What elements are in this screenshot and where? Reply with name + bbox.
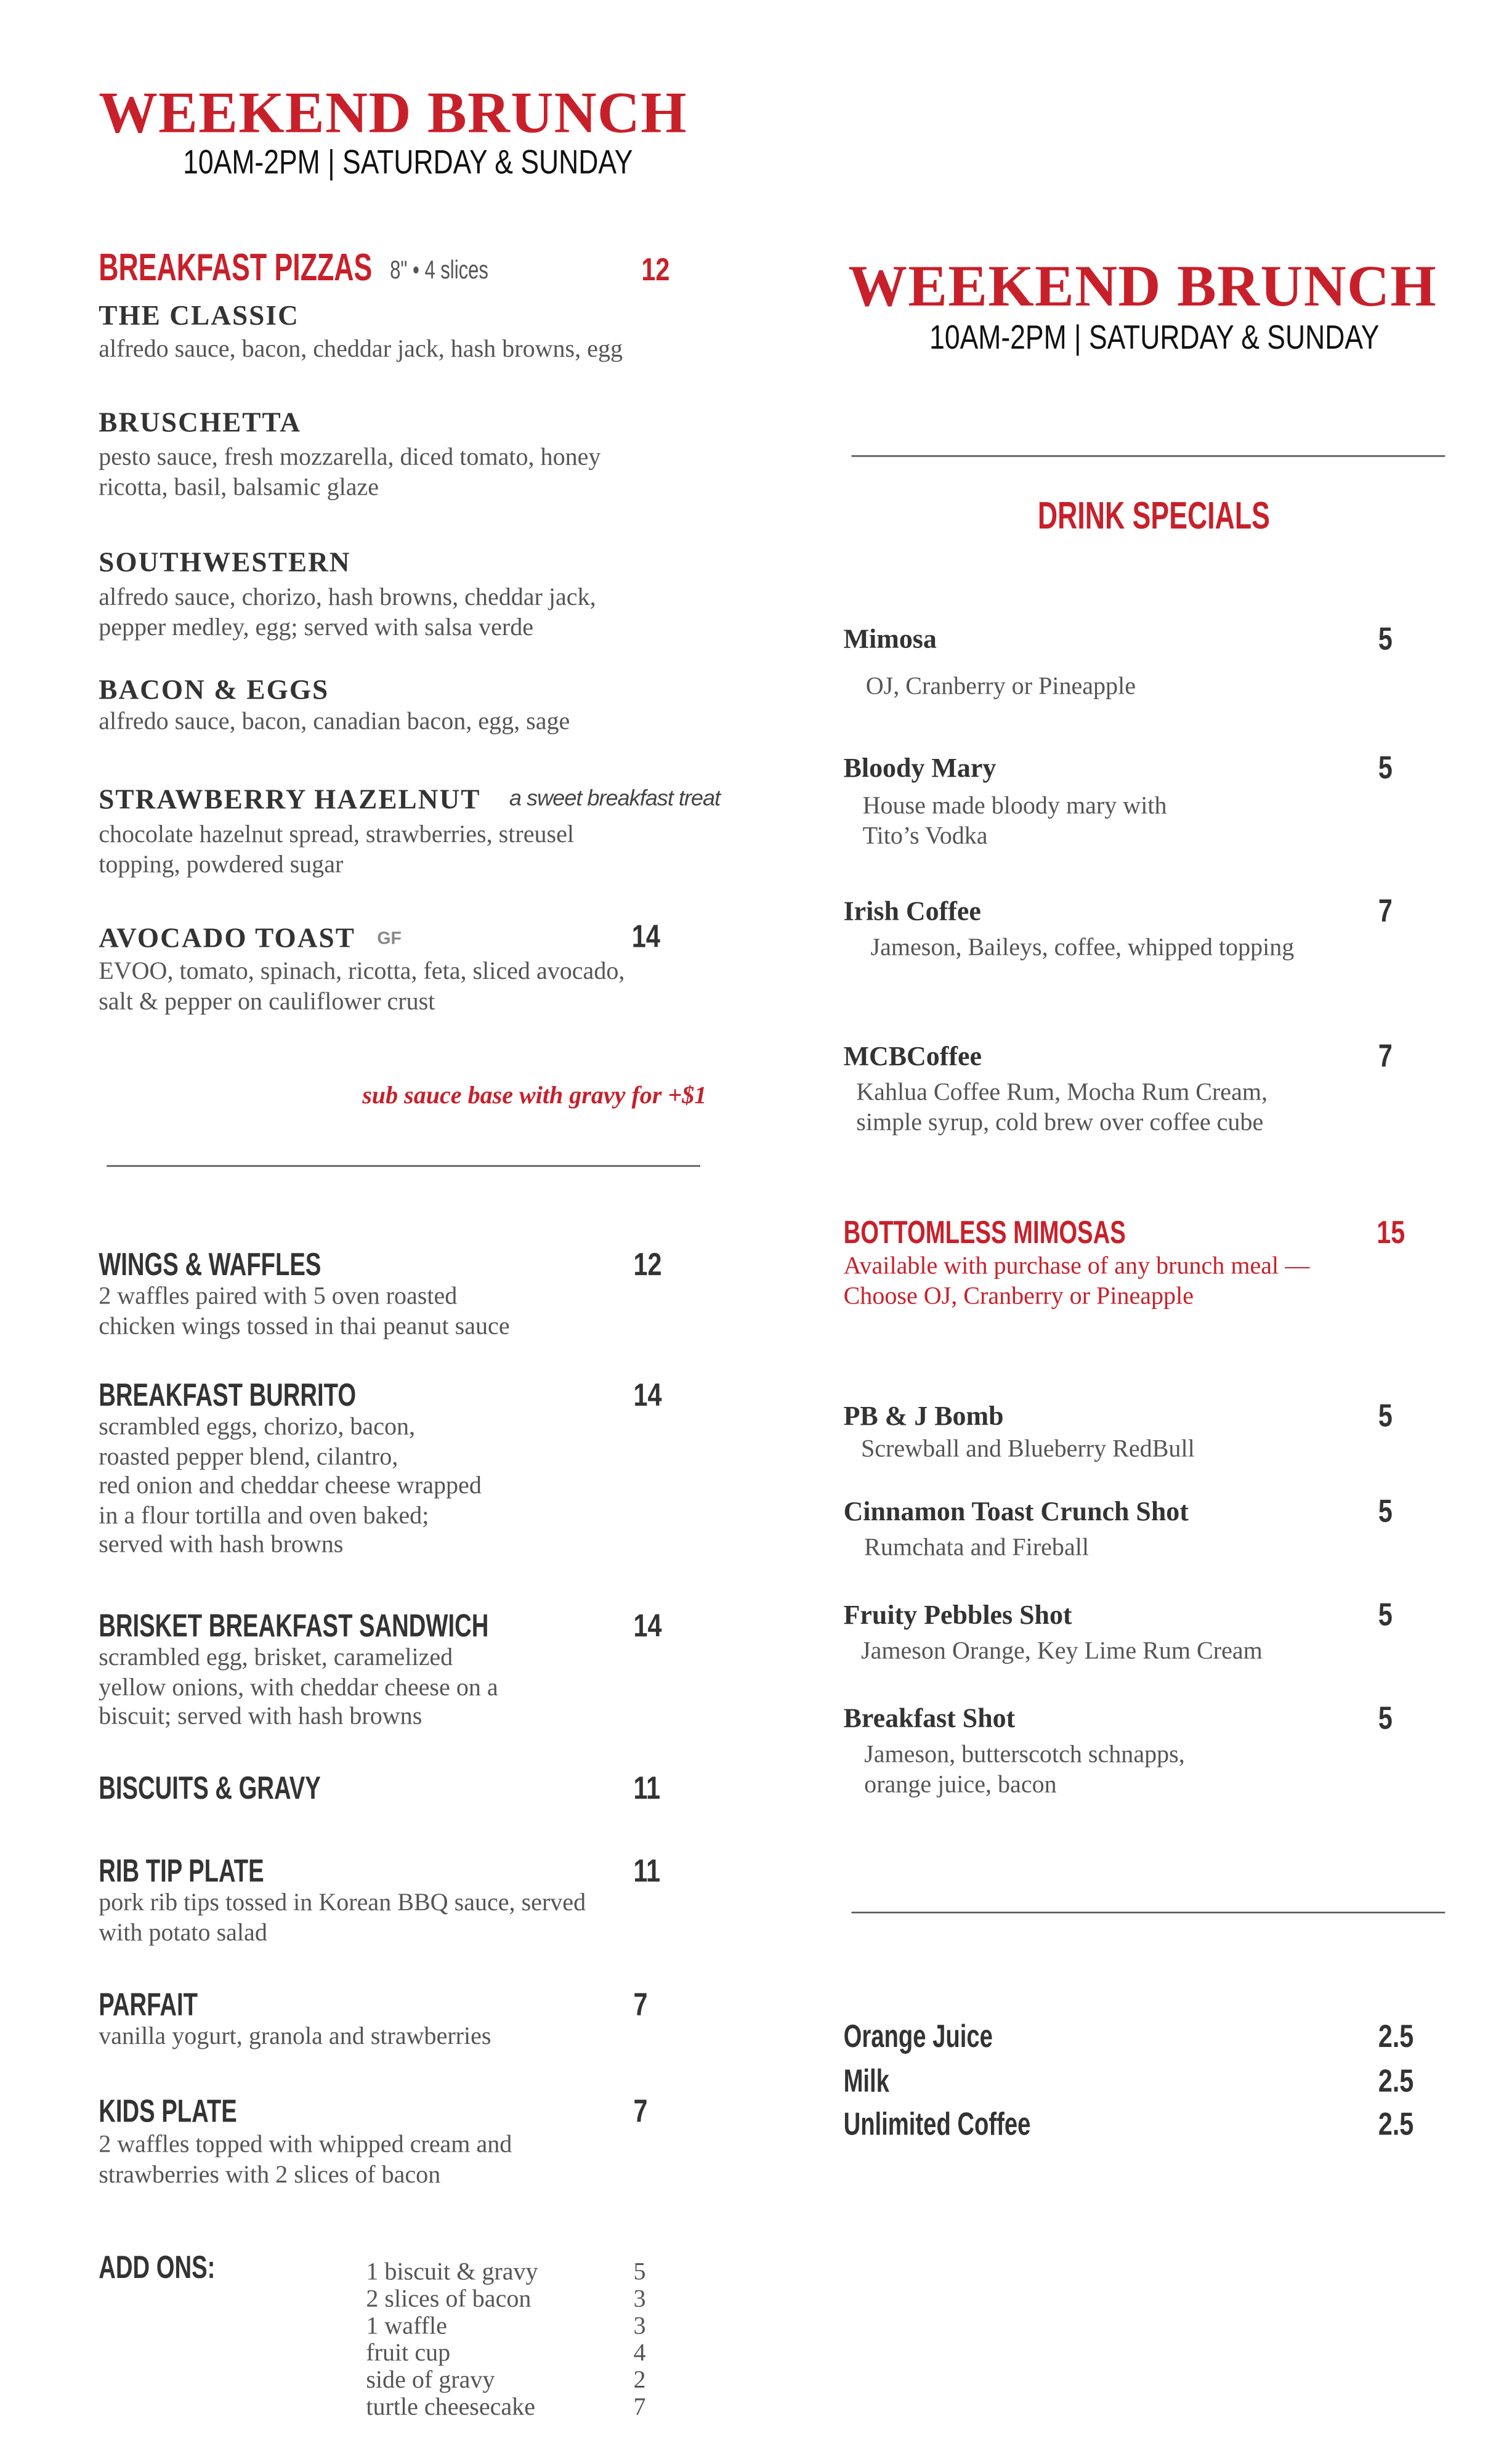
pizza-item-name: BRUSCHETTA (99, 405, 302, 438)
bottomless-mimosas-heading: BOTTOMLESS MIMOSAS (843, 1216, 1126, 1252)
main-item-name: RIB TIP PLATE (99, 1854, 264, 1890)
add-on-price: 7 (633, 2394, 646, 2421)
beverage-price: 2.5 (1378, 2064, 1414, 2099)
item-description-line: Jameson, butterscotch schnapps, (864, 1741, 1185, 1769)
item-description-line: simple syrup, cold brew over coffee cube (856, 1108, 1264, 1136)
item-description-line: pepper medley, egg; served with salsa verde (99, 614, 534, 641)
main-item-name: BISCUITS & GRAVY (99, 1772, 321, 1807)
drink-specials-heading: DRINK SPECIALS (1037, 495, 1270, 538)
shot-price: 5 (1378, 1494, 1393, 1530)
item-description-line: Choose OJ, Cranberry or Pineapple (843, 1282, 1194, 1310)
item-description-line: scrambled eggs, chorizo, bacon, (99, 1413, 416, 1441)
drink-name: Mimosa (843, 623, 937, 655)
gluten-free-badge: GF (377, 930, 402, 949)
main-item-name: BRISKET BREAKFAST SANDWICH (99, 1609, 489, 1645)
add-on-price: 3 (633, 2285, 646, 2313)
item-description-line: pesto sauce, fresh mozzarella, diced tomato, honey (99, 444, 601, 471)
add-on-name: side of gravy (366, 2367, 495, 2394)
item-description-line: EVOO, tomato, spinach, ricotta, feta, sliced avocado, (99, 958, 625, 986)
item-description-line: scrambled egg, brisket, caramelized (99, 1644, 453, 1672)
item-description-line: chicken wings tossed in thai peanut sauce (99, 1312, 510, 1340)
main-item-name: WINGS & WAFFLES (99, 1247, 321, 1283)
item-description-line: Screwball and Blueberry RedBull (860, 1435, 1195, 1463)
item-description-line: served with hash browns (99, 1531, 344, 1558)
item-description-line: 2 waffles paired with 5 oven roasted (99, 1283, 458, 1310)
add-on-name: 1 biscuit & gravy (366, 2258, 538, 2286)
left-menu-title: WEEKEND BRUNCH (99, 81, 687, 147)
add-on-name: 1 waffle (366, 2312, 447, 2340)
main-item-name: PARFAIT (99, 1988, 198, 2024)
item-description-line: Rumchata and Fireball (864, 1534, 1090, 1562)
pizza-size-note: 8" • 4 slices (390, 257, 488, 285)
beverage-price: 2.5 (1378, 2107, 1414, 2143)
shot-price: 5 (1378, 1598, 1393, 1634)
item-description-line: chocolate hazelnut spread, strawberries, streusel (99, 821, 575, 849)
divider (851, 1912, 1445, 1914)
shot-name: Breakfast Shot (843, 1703, 1016, 1734)
bottomless-mimosas-price: 15 (1377, 1216, 1405, 1252)
item-description-line: in a flour tortilla and oven baked; (99, 1502, 429, 1530)
item-description-line: alfredo sauce, bacon, cheddar jack, hash browns, egg (99, 336, 623, 363)
shot-name: Cinnamon Toast Crunch Shot (843, 1496, 1189, 1527)
item-description-line: OJ, Cranberry or Pineapple (865, 673, 1136, 701)
drink-name: Irish Coffee (843, 896, 981, 926)
shot-name: Fruity Pebbles Shot (843, 1600, 1072, 1631)
item-description-line: Kahlua Coffee Rum, Mocha Rum Cream, (856, 1079, 1268, 1106)
divider (851, 455, 1445, 457)
shot-price: 5 (1378, 1399, 1393, 1435)
add-on-price: 4 (633, 2340, 646, 2367)
shot-price: 5 (1378, 1701, 1393, 1737)
drink-name: Bloody Mary (843, 753, 997, 784)
item-description-line: pork rib tips tossed in Korean BBQ sauce, served (99, 1889, 586, 1917)
beverage-price: 2.5 (1378, 2020, 1414, 2056)
drink-price: 5 (1378, 622, 1393, 658)
main-item-price: 14 (633, 1378, 662, 1414)
beverage-name: Orange Juice (843, 2020, 993, 2056)
pizza-price: 12 (641, 253, 670, 288)
main-item-name: BREAKFAST BURRITO (99, 1378, 357, 1414)
item-description-line: red onion and cheddar cheese wrapped (99, 1472, 482, 1500)
item-description-line: orange juice, bacon (864, 1770, 1057, 1798)
beverage-name: Milk (843, 2064, 889, 2099)
item-description-line: topping, powdered sugar (99, 851, 344, 878)
add-on-name: turtle cheesecake (366, 2394, 535, 2421)
main-item-name: KIDS PLATE (99, 2094, 237, 2130)
pizza-item-name: AVOCADO TOAST (99, 922, 355, 954)
main-item-price: 7 (633, 1988, 648, 2024)
item-description-line: Jameson, Baileys, coffee, whipped topping (870, 934, 1295, 962)
item-description-line: vanilla yogurt, granola and strawberries (99, 2023, 491, 2051)
item-description-line: Available with purchase of any brunch meal — (843, 1252, 1310, 1280)
add-on-name: fruit cup (366, 2340, 451, 2367)
main-item-price: 14 (633, 1609, 662, 1645)
item-description-line: alfredo sauce, chorizo, hash browns, cheddar jack, (99, 584, 596, 612)
add-on-price: 5 (633, 2258, 646, 2286)
left-menu-hours: 10AM-2PM | SATURDAY & SUNDAY (183, 145, 633, 182)
add-on-price: 2 (633, 2367, 646, 2394)
drink-price: 5 (1378, 751, 1393, 787)
beverage-name: Unlimited Coffee (843, 2107, 1031, 2143)
item-description-line: with potato salad (99, 1919, 267, 1947)
main-item-price: 7 (633, 2094, 648, 2130)
right-menu-hours: 10AM-2PM | SATURDAY & SUNDAY (929, 320, 1380, 357)
add-on-price: 3 (633, 2312, 646, 2340)
item-description-line: ricotta, basil, balsamic glaze (99, 473, 379, 501)
item-description-line: salt & pepper on cauliflower crust (99, 987, 435, 1015)
add-on-name: 2 slices of bacon (366, 2285, 532, 2313)
main-item-price: 12 (633, 1247, 662, 1283)
divider (107, 1165, 700, 1167)
item-description-line: Jameson Orange, Key Lime Rum Cream (860, 1638, 1263, 1665)
shot-name: PB & J Bomb (843, 1401, 1004, 1432)
item-description-line: biscuit; served with hash browns (99, 1703, 423, 1730)
main-item-price: 11 (633, 1772, 661, 1807)
main-item-price: 11 (633, 1854, 661, 1890)
breakfast-pizzas-heading: BREAKFAST PIZZAS (99, 246, 373, 290)
add-ons-heading: ADD ONS: (99, 2250, 216, 2286)
item-description-line: House made bloody mary with (862, 792, 1167, 820)
pizza-item-price: 14 (631, 920, 660, 955)
gravy-substitution-note: sub sauce base with gravy for +$1 (362, 1082, 707, 1110)
drink-name: MCBCoffee (843, 1041, 982, 1072)
item-description-line: Tito’s Vodka (862, 822, 988, 849)
pizza-item-name: THE CLASSIC (99, 299, 299, 331)
item-description-line: 2 waffles topped with whipped cream and (99, 2131, 512, 2159)
drink-price: 7 (1378, 894, 1393, 930)
right-menu-title: WEEKEND BRUNCH (848, 254, 1437, 320)
pizza-item-name: STRAWBERRY HAZELNUT (99, 783, 481, 816)
pizza-item-note: a sweet breakfast treat (509, 784, 721, 811)
item-description-line: alfredo sauce, bacon, canadian bacon, egg, sage (99, 708, 570, 736)
pizza-item-name: BACON & EGGS (99, 673, 330, 705)
pizza-item-name: SOUTHWESTERN (99, 546, 351, 578)
item-description-line: roasted pepper blend, cilantro, (99, 1443, 398, 1470)
drink-price: 7 (1378, 1039, 1393, 1075)
item-description-line: strawberries with 2 slices of bacon (99, 2160, 441, 2188)
item-description-line: yellow onions, with cheddar cheese on a (99, 1674, 498, 1701)
